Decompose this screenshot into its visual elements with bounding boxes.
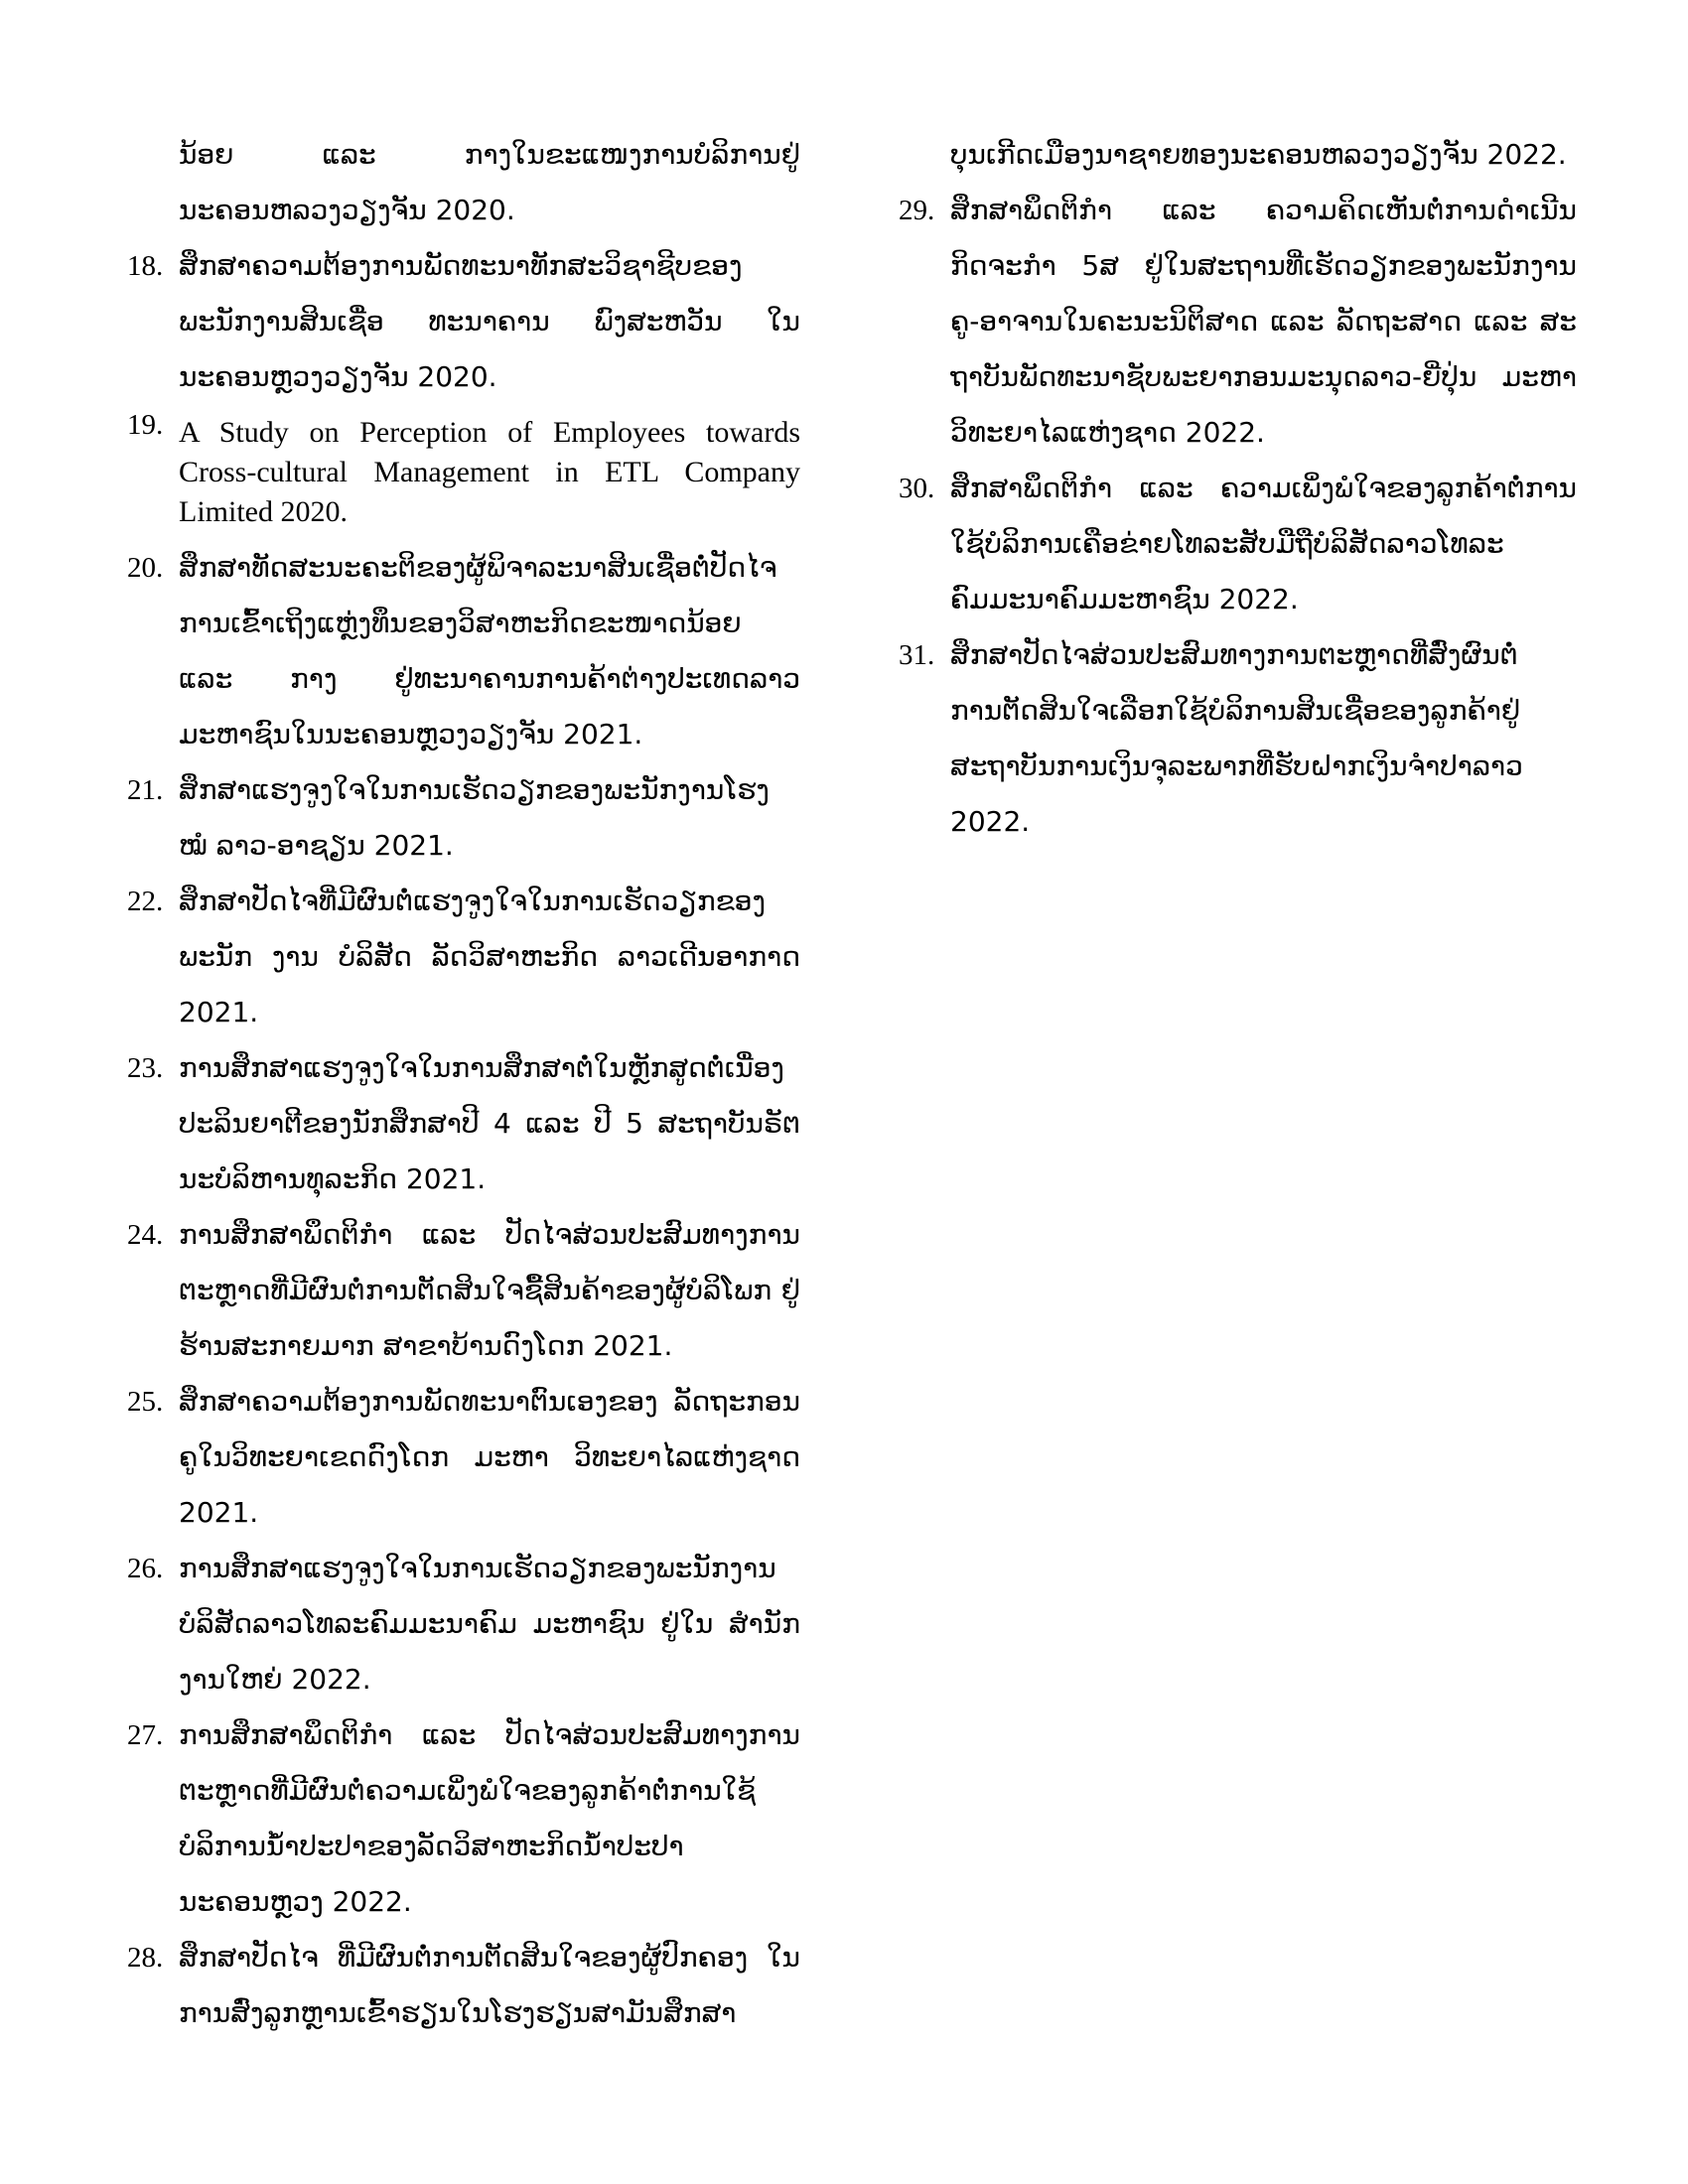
reference-entry-24 bbox=[127, 1207, 800, 1374]
reference-entry-21 bbox=[127, 762, 800, 874]
entry-number: 24. bbox=[127, 1219, 164, 1251]
entry-number: 20. bbox=[127, 552, 164, 584]
reference-entry-30 bbox=[899, 461, 1577, 627]
entry-text: ສຶກສາພຶດຕິກຳ ແລະ ຄວາມເພິ່ງພໍໃຈຂອງລູກຄ້າຕໍ່ການ ໃຊ້ບໍລິການເຄືອຂ່າຍໂທລະສັບມືຖືບໍລິສັດລາວໂທລະ ຄົມມະນາຄົມມະຫາຊົນ 2022. bbox=[950, 472, 1577, 615]
continuation-text-body: ນ້ອຍ ແລະ ກາງໃນຂະແໜງການບໍລິການຢູ່ ນະຄອນຫລວງວຽງຈັນ 2020. bbox=[179, 138, 800, 226]
entry-number: 28. bbox=[127, 1942, 164, 1974]
entry-text: ສຶກສາພຶດຕິກຳ ແລະ ຄວາມຄິດເຫັນຕໍ່ການດຳເນີນ ກິດຈະກຳ 5ສ ຢູ່ໃນສະຖານທີ່ເຮັດວຽກຂອງພະນັກງານ ຄູ-ອາຈານໃນຄະນະນິຕິສາດ ແລະ ລັດຖະສາດ ແລະ ສະ ຖາບັນພັດທະນາຊັບພະຍາກອນມະນຸດລາວ-ຍີ່ປຸ່ນ ມະຫາວິທະຍາໄລແຫ່ງຊາດ 2022. bbox=[950, 194, 1577, 449]
entry-number: 31. bbox=[899, 639, 935, 671]
entry-text: ສຶກສາປັດໄຈ ທີ່ມີຜົນຕໍ່ການຕັດສິນໃຈຂອງຜູ້ປົກຄອງ ໃນການສົ່ງລູກຫຼານເຂົ້າຮຽນໃນໂຮງຮຽນສາມັນສຶກສາ bbox=[179, 1941, 800, 2029]
entry-number: 19. bbox=[127, 409, 164, 441]
entry-text: ການສຶກສາພຶດຕິກຳ ແລະ ປັດໄຈສ່ວນປະສົມທາງການ ຕະຫຼາດທີ່ມີຜົນຕໍ່ການຕັດສິນໃຈຊື້ສິນຄ້າຂອງຜູ້ບໍລິໂພກ ຢູ່ຮ້ານສະກາຍມາກ ສາຂາບ້ານດົງໂດກ 2021. bbox=[179, 1218, 800, 1362]
entry-number: 23. bbox=[127, 1052, 164, 1084]
entry-text: ສຶກສາປັດໄຈສ່ວນປະສົມທາງການຕະຫຼາດທີ່ສົ່ງຜົນຕໍ່ ການຕັດສິນໃຈເລືອກໃຊ້ບໍລິການສິນເຊື່ອຂອງລູກຄ້າຢູ່ ສະຖາບັນການເງິນຈຸລະພາກທີ່ຮັບຝາກເງິນຈຳປາລາວ 2022. bbox=[950, 638, 1523, 838]
entry-number: 25. bbox=[127, 1386, 164, 1418]
continuation-text bbox=[127, 127, 800, 238]
entry-number: 18. bbox=[127, 250, 164, 282]
entry-text: ການສຶກສາພຶດຕິກຳ ແລະ ປັດໄຈສ່ວນປະສົມທາງການ ຕະຫຼາດທີ່ມີຜົນຕໍ່ຄວາມເພິ່ງພໍໃຈຂອງລູກຄ້າຕໍ່ການໃຊ້ ບໍລິການນໍ້າປະປາຂອງລັດວິສາຫະກິດນໍ້າປະປາ ນະຄອນຫຼວງ 2022. bbox=[179, 1718, 800, 1918]
entry-text: A Study on Perception of Employees towards Cross-cultural Management in ETL Company Limited 2020. bbox=[179, 416, 800, 528]
right-column bbox=[899, 127, 1577, 850]
entry-number: 22. bbox=[127, 886, 164, 917]
reference-entry-19 bbox=[127, 405, 800, 540]
entry-text: ສຶກສາຄວາມຕ້ອງການພັດທະນາຕົນເອງຂອງ ລັດຖະກອນຄູໃນວິທະຍາເຂດດົງໂດກ ມະຫາ ວິທະຍາໄລແຫ່ງຊາດ 2021. bbox=[179, 1385, 800, 1529]
reference-entry-29 bbox=[899, 183, 1577, 461]
reference-entry-18 bbox=[127, 238, 800, 405]
entry-text: ສຶກສາທັດສະນະຄະຕິຂອງຜູ້ພິຈາລະນາສິນເຊື່ອຕໍ່ປັດໄຈ ການເຂົ້າເຖິງແຫຼ່ງທຶນຂອງວິສາຫະກິດຂະໜາດນ້ອຍ ແລະ ກາງ ຢູ່ທະນາຄານການຄ້າຕ່າງປະເທດລາວ ມະຫາຊົນໃນນະຄອນຫຼວງວຽງຈັນ 2021. bbox=[179, 551, 800, 751]
reference-entry-27 bbox=[127, 1707, 800, 1930]
reference-entry-26 bbox=[127, 1541, 800, 1707]
entry-text: ສຶກສາປັດໄຈທີ່ມີຜົນຕໍ່ແຮງຈູງໃຈໃນການເຮັດວຽກຂອງ ພະນັກ ງານ ບໍລິສັດ ລັດວິສາຫະກິດ ລາວເດີນອາກາດ 2021. bbox=[179, 885, 800, 1028]
continuation-text-body: ບຸນເກີດເມືອງນາຊາຍທອງນະຄອນຫລວງວຽງຈັນ 2022. bbox=[950, 138, 1567, 171]
left-column bbox=[127, 127, 800, 2041]
entry-text: ການສຶກສາແຮງຈູງໃຈໃນການເຮັດວຽກຂອງພະນັກງານ ບໍລິສັດລາວໂທລະຄົມມະນາຄົມ ມະຫາຊົນ ຢູ່ໃນ ສໍານັກງານໃຫຍ່ 2022. bbox=[179, 1552, 800, 1696]
entry-text: ສຶກສາຄວາມຕ້ອງການພັດທະນາທັກສະວິຊາຊີບຂອງ ພະນັກງານສິນເຊື່ອ ທະນາຄານ ພົງສະຫວັນ ໃນ ນະຄອນຫຼວງວຽງຈັນ 2020. bbox=[179, 249, 800, 393]
reference-entry-31 bbox=[899, 627, 1577, 850]
entry-number: 27. bbox=[127, 1719, 164, 1751]
entry-text: ສຶກສາແຮງຈູງໃຈໃນການເຮັດວຽກຂອງພະນັກງານໂຮງ ໝໍ ລາວ-ອາຊຽນ 2021. bbox=[179, 773, 770, 862]
reference-entry-23 bbox=[127, 1040, 800, 1207]
entry-number: 29. bbox=[899, 195, 935, 226]
continuation-text bbox=[899, 127, 1577, 183]
entry-text: ການສຶກສາແຮງຈູງໃຈໃນການສຶກສາຕໍ່ໃນຫຼັກສູດຕໍ່ເນື່ອງ ປະລິນຍາຕີຂອງນັກສຶກສາປີ 4 ແລະ ປີ 5 ສະຖາບັນຣັຕ ນະບໍລິຫານທຸລະກິດ 2021. bbox=[179, 1051, 800, 1195]
entry-number: 21. bbox=[127, 774, 164, 806]
reference-entry-20 bbox=[127, 540, 800, 762]
entry-number: 26. bbox=[127, 1553, 164, 1584]
reference-entry-25 bbox=[127, 1374, 800, 1541]
reference-entry-22 bbox=[127, 874, 800, 1040]
entry-number: 30. bbox=[899, 473, 935, 504]
reference-entry-28 bbox=[127, 1930, 800, 2041]
